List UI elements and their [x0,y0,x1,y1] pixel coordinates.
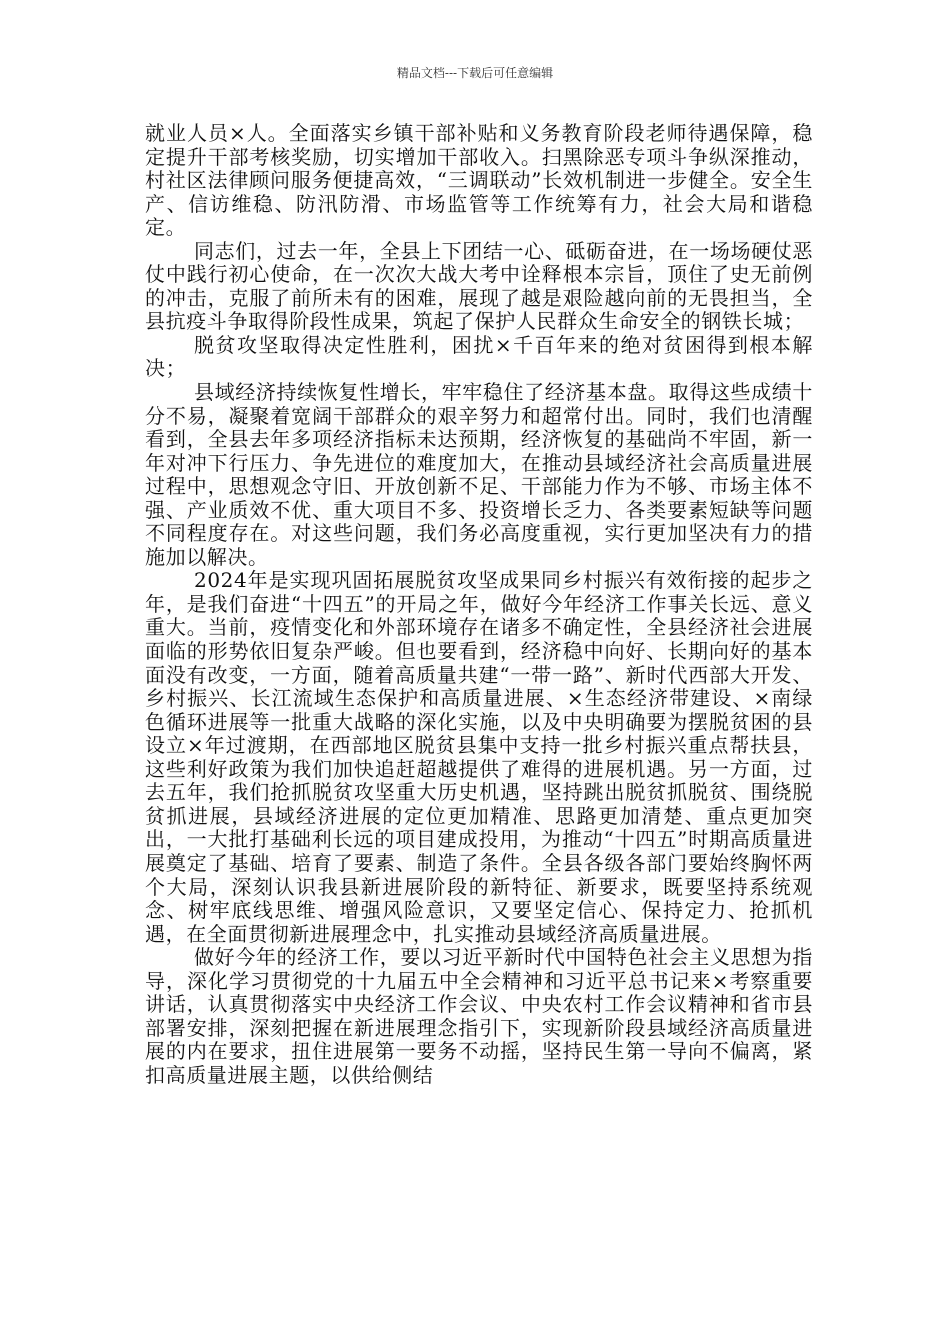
page-header: 精品文档---下载后可任意编辑 [396,66,554,80]
document-body [145,122,813,1087]
paragraph-5: 2024年是实现巩固拓展脱贫攻坚成果同乡村振兴有效衔接的起步之年，是我们奋进“十四五”的开局之年，做好今年经济工作事关长远、意义重大。当前，疫情变化和外部环境存在诸多不确定性，全县经济社会进展面临的形势依旧复杂严峻。但也要看到，经济稳中向好、长期向好的基本面没有改变，一方面，随着高质量共建“一带一路”、新时代西部大开发、乡村振兴、长江流域生态保护和高质量进展、×生态经济带建设、×南绿色循环进展等一批重大战略的深化实施，以及中央明确要为摆脱贫困的县设立×年过渡期，在西部地区脱贫县集中支持一批乡村振兴重点帮扶县，这些利好政策为我们加快追赶超越提供了难得的进展机遇。另一方面，过去五年，我们抢抓脱贫攻坚重大历史机遇，坚持跳出脱贫抓脱贫、围绕脱贫抓进展，县域经济进展的定位更加精准、思路更加清楚、重点更加突出，一大批打基础利长远的项目建成投用，为推动“十四五”时期高质量进展奠定了基础、培育了要素、制造了条件。全县各级各部门要始终胸怀两个大局，深刻认识我县新进展阶段的新特征、新要求，既要坚持系统观念、树牢底线思维、增强风险意识，又要坚定信心、保持定力、抢抓机遇，在全面贯彻新进展理念中，扎实推动县域经济高质量进展。 [145,568,813,946]
paragraph-1: 就业人员×人。全面落实乡镇干部补贴和义务教育阶段老师待遇保障，稳定提升干部考核奖励，切实增加干部收入。扫黑除恶专项斗争纵深推动，村社区法律顾问服务便捷高效，“三调联动”长效机制进一步健全。安全生产、信访维稳、防汛防滑、市场监管等工作统筹有力，社会大局和谐稳定。 [145,121,813,240]
paragraph-6: 做好今年的经济工作，要以习近平新时代中国特色社会主义思想为指导，深化学习贯彻党的十九届五中全会精神和习近平总书记来×考察重要讲话，认真贯彻落实中央经济工作会议、中央农村工作会议精神和省市县部署安排，深刻把握在新进展理念指引下，实现新阶段县域经济高质量进展的内在要求，扭住进展第一要务不动摇，坚持民生第一导向不偏离，紧扣高质量进展主题，以供给侧结 [145,945,813,1087]
paragraph-2: 同志们，过去一年，全县上下团结一心、砥砺奋进，在一场场硬仗恶仗中践行初心使命，在一次次大战大考中诠释根本宗旨，顶住了史无前例的冲击，克服了前所未有的困难，展现了越是艰险越向前的无畏担当，全县抗疫斗争取得阶段性成果，筑起了保护人民群众生命安全的钢铁长城； [145,238,813,334]
paragraph-3: 脱贫攻坚取得决定性胜利，困扰×千百年来的绝对贫困得到根本解决； [145,332,813,381]
paragraph-4: 县域经济持续恢复性增长，牢牢稳住了经济基本盘。取得这些成绩十分不易，凝聚着宽阔干部群众的艰辛努力和超常付出。同时，我们也清醒看到，全县去年多项经济指标未达预期，经济恢复的基础尚不牢固，新一年对冲下行压力、争先进位的难度加大，在推动县域经济社会高质量进展过程中，思想观念守旧、开放创新不足、干部能力作为不够、市场主体不强、产业质效不优、重大项目不多、投资增长乏力、各类要素短缺等问题不同程度存在。对这些问题，我们务必高度重视，实行更加坚决有力的措施加以解决。 [145,380,813,569]
